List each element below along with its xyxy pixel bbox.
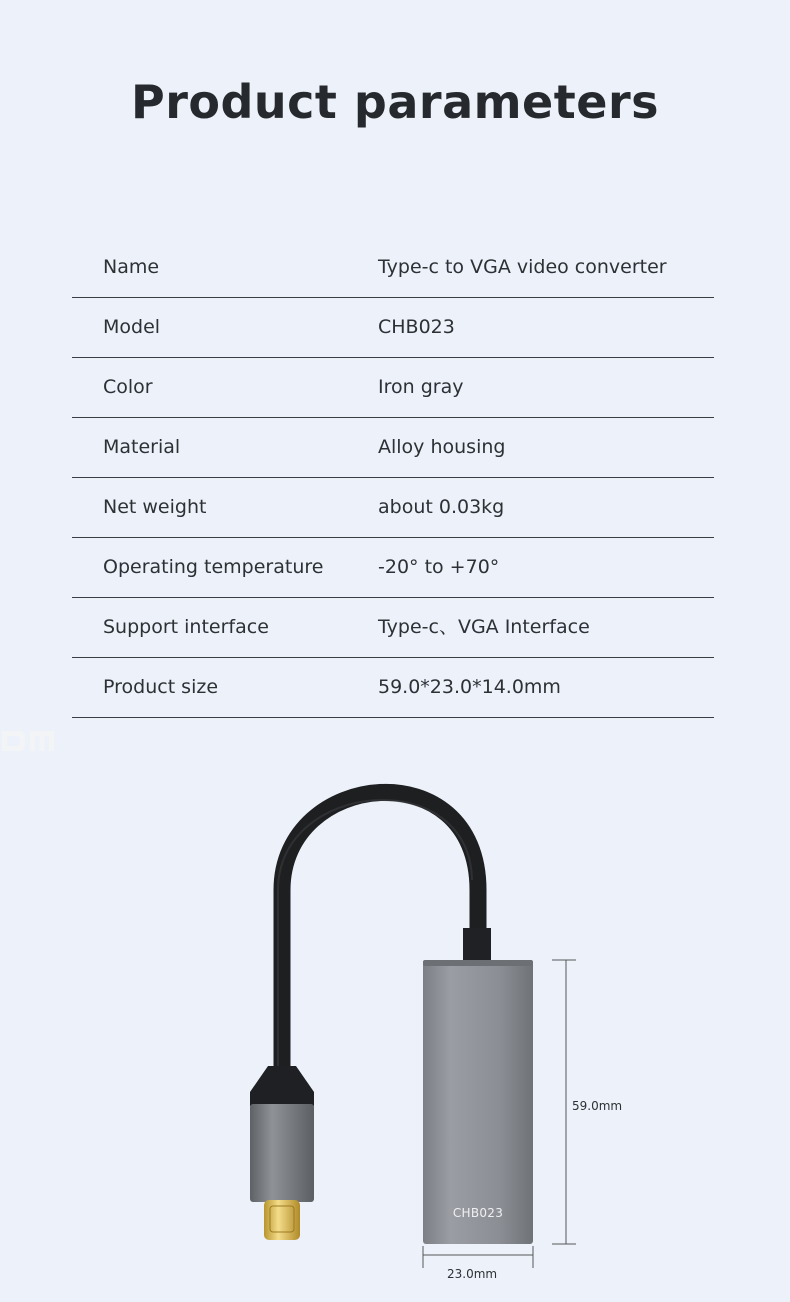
spec-label: Material [103, 436, 181, 458]
spec-value: CHB023 [378, 316, 455, 338]
adapter-drawing [0, 730, 790, 1302]
spec-row-net-weight [72, 478, 714, 538]
width-label: 23.0mm [447, 1267, 498, 1281]
spec-value: Type-c to VGA video converter [378, 256, 667, 278]
spec-row-product-size [72, 658, 714, 718]
spec-value: -20° to +70° [378, 556, 500, 578]
spec-row-support-interface [72, 598, 714, 658]
spec-row-model [72, 298, 714, 358]
spec-label: Color [103, 376, 153, 398]
spec-value: about 0.03kg [378, 496, 505, 518]
spec-label: Support interface [103, 616, 269, 638]
spec-row-material [72, 418, 714, 478]
spec-row-operating-temperature [72, 538, 714, 598]
spec-row-name [72, 238, 714, 298]
type-c-plug [250, 1104, 314, 1202]
spec-value: Iron gray [378, 376, 464, 398]
spec-row-color [72, 358, 714, 418]
model-marking: CHB023 [452, 1206, 504, 1220]
dm-logo [0, 730, 56, 752]
spec-label: Name [103, 256, 160, 278]
page-title: Product parameters [130, 75, 660, 129]
product-illustration [0, 730, 790, 1302]
spec-label: Product size [103, 676, 219, 698]
spec-label: Operating temperature [103, 556, 324, 578]
plug-boot [250, 1066, 314, 1106]
spec-label: Model [103, 316, 161, 338]
spec-value: 59.0*23.0*14.0mm [378, 676, 561, 698]
strain-relief-top [463, 928, 491, 962]
spec-table [72, 238, 714, 718]
height-label: 59.0mm [572, 1099, 623, 1113]
spec-value: Type-c、VGA Interface [378, 616, 590, 638]
spec-label: Net weight [103, 496, 207, 518]
adapter-housing [423, 960, 533, 1244]
spec-value: Alloy housing [378, 436, 506, 458]
